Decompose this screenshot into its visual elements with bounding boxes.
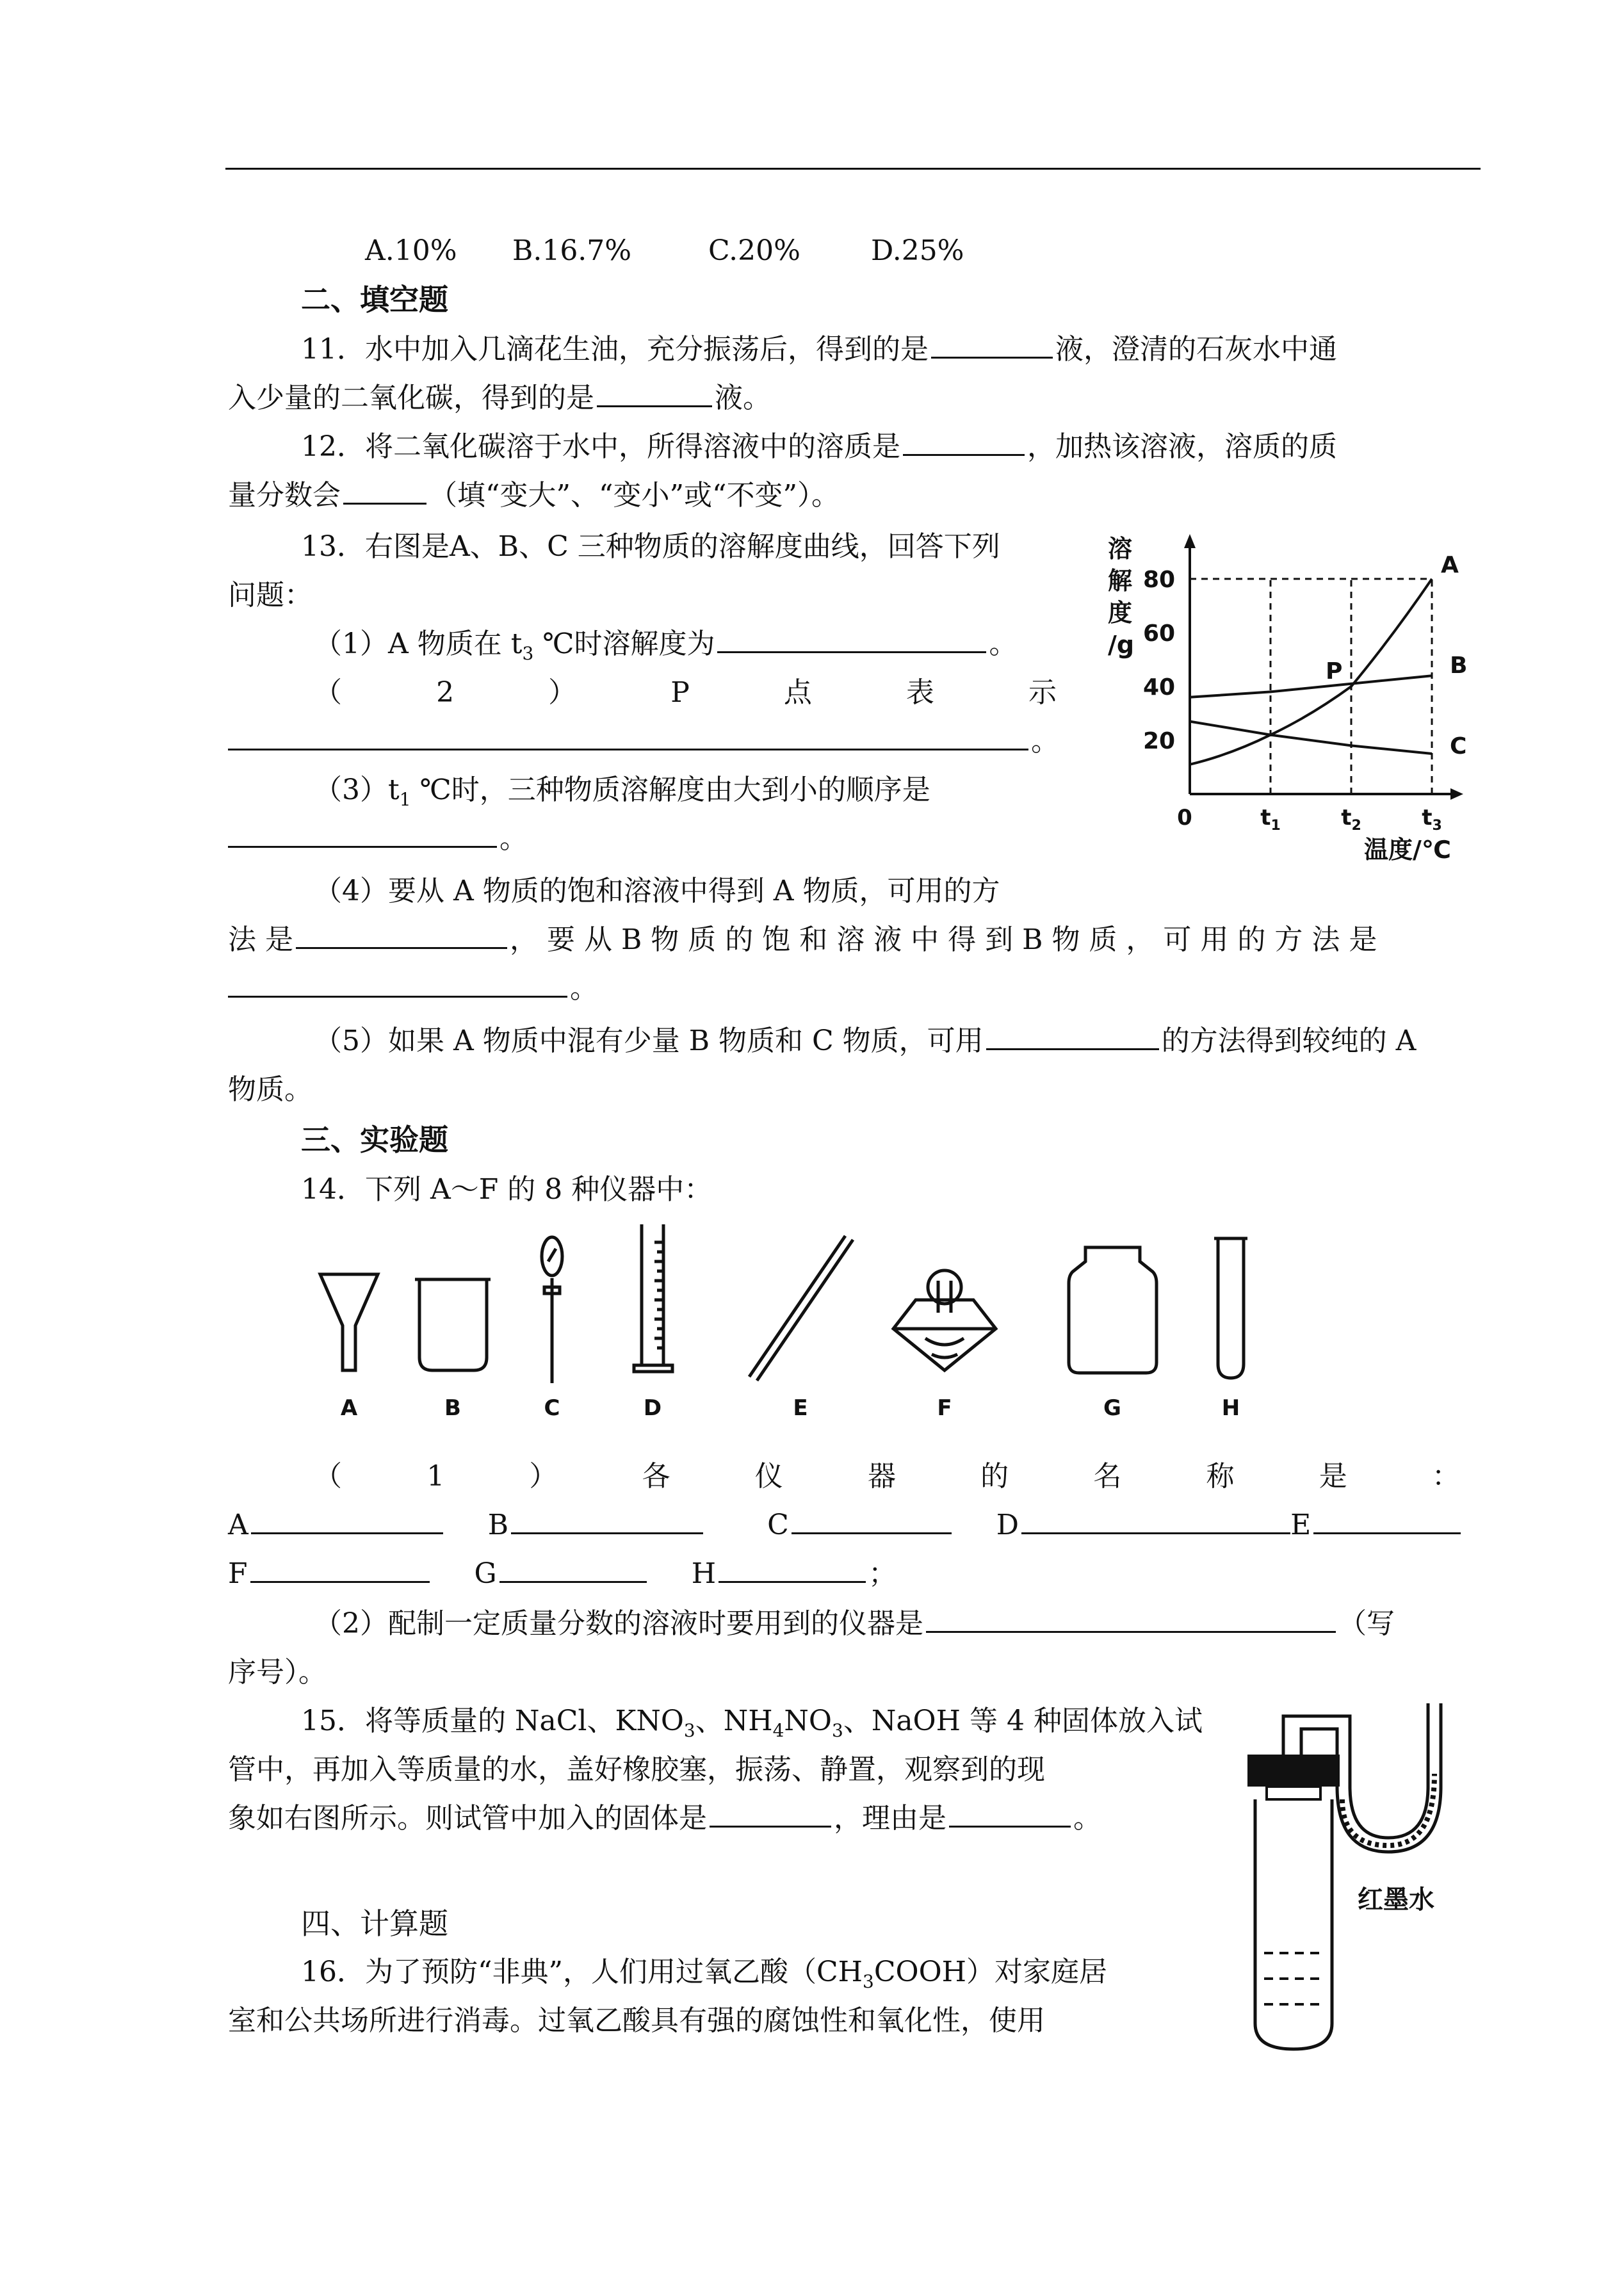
instrument-label: A <box>340 1395 358 1421</box>
q13-sub3-line1: $(3)t_1$ ℃时，三种物质溶解度由大到小的顺序是 <box>314 774 930 810</box>
beaker-icon <box>415 1279 491 1370</box>
chart-point-label: P <box>1326 658 1343 685</box>
q10-option-c: C.20% <box>708 234 800 267</box>
q14-sub2-line1: （2）配制一定质量分数的溶液时要用到的仪器是 （写 <box>314 1601 1395 1647</box>
q13-blank-6[interactable] <box>986 1023 1159 1050</box>
chart-series-line-C <box>1190 722 1432 754</box>
section3-title: 三、实验题 <box>301 1123 448 1157</box>
chart-series-label: B <box>1450 653 1468 679</box>
chart-ylabel-char: /g <box>1108 631 1135 659</box>
q14-sub2-line2: 序号）。 <box>228 1656 327 1689</box>
q11-line1: 11．水中加入几滴花生油，充分振荡后，得到的是 液，澄清的石灰水中通 <box>301 327 1337 373</box>
q13-blank-2[interactable] <box>228 723 1028 750</box>
q14-sub1-line1: （ 1 ） 各 仪 器 的 名 称 是 ： <box>314 1460 1460 1493</box>
q13-sub4-line1: （4）要从 A 物质的饱和溶液中得到 A 物质，可用的方 <box>314 875 1000 907</box>
instrument-label: D <box>643 1395 662 1421</box>
q14-blank-h[interactable] <box>719 1555 866 1583</box>
instrument-label: B <box>444 1395 461 1421</box>
chart-series-line-B <box>1190 676 1432 697</box>
test-tube-icon <box>1214 1238 1247 1378</box>
instrument-label: F <box>937 1395 952 1421</box>
q10-option-d: D.25% <box>871 234 964 267</box>
chart-xtick-label: $t_1$ <box>1260 805 1281 834</box>
chart-xlabel: 温度/℃ <box>1364 836 1451 864</box>
dropper-icon <box>542 1237 562 1383</box>
chart-curves <box>1190 552 1467 765</box>
q13-sub5-line2: 物质。 <box>228 1073 313 1106</box>
chart-ylabel <box>1108 535 1134 659</box>
q14-intro: 14．下列 A～F 的 8 种仪器中： <box>301 1173 713 1206</box>
q14-names-row1: A B C D E <box>228 1502 1463 1548</box>
q15-blank-1[interactable] <box>710 1800 831 1828</box>
graduated-cylinder-icon <box>634 1224 672 1372</box>
chart-xtick-label: $t_2$ <box>1341 805 1361 834</box>
q14-blank-f[interactable] <box>250 1555 430 1583</box>
q14-blank-a[interactable] <box>251 1507 443 1534</box>
chart-ylabel-char: 度 <box>1108 599 1133 627</box>
q14-blank-g[interactable] <box>499 1555 647 1583</box>
q15-line1: 15．将等质量的 NaCl、$KNO_3$、$NH_4NO_3$、NaOH 等 4 种固体放入试 <box>301 1705 1203 1741</box>
q13-sub4-line2: 法 是 ， 要 从 B 物 质 的 饱 和 溶 液 中 得 到 B 物 质 ， 可 用 的 方 法 是 <box>228 917 1377 963</box>
chart-series-label: C <box>1450 733 1467 759</box>
instrument-label: C <box>544 1395 560 1421</box>
q14-blank-d[interactable] <box>1021 1507 1290 1534</box>
q15-line3: 象如右图所示。则试管中加入的固体是 ，理由是 。 <box>228 1796 1101 1842</box>
red-ink-label: 红墨水 <box>1358 1885 1434 1915</box>
q13-blank-3[interactable] <box>228 820 497 848</box>
chart-ytick-label: 40 <box>1142 674 1176 701</box>
chart-ylabel-char: 溶 <box>1108 535 1133 563</box>
q15-line2: 管中，再加入等质量的水，盖好橡胶塞，振荡、静置，观察到的现 <box>228 1753 1045 1786</box>
q14-names-row2: F G H ； <box>228 1551 897 1597</box>
red-ink-fill <box>1342 1774 1434 1845</box>
liquid-level <box>1264 1953 1323 2004</box>
q12-line2: 量分数会 （填“变大”、“变小”或“不变”）。 <box>228 473 840 519</box>
chart-ytick-label: 60 <box>1142 620 1176 647</box>
stopper-neck <box>1267 1787 1320 1799</box>
q12-blank-1[interactable] <box>903 428 1025 456</box>
q15-blank-2[interactable] <box>949 1800 1071 1828</box>
q13-blank-4[interactable] <box>296 921 507 949</box>
q13-sub3-line2: 。 <box>228 816 528 862</box>
alcohol-lamp-icon <box>893 1270 996 1370</box>
q13-sub2-line2: 。 <box>228 718 1059 765</box>
q13-sub4-line3: 。 <box>228 966 598 1012</box>
q16-line2: 室和公共场所进行消毒。过氧乙酸具有强的腐蚀性和氧化性，使用 <box>228 2004 1045 2037</box>
q13-intro-line2: 问题： <box>228 579 313 612</box>
q11-blank-2[interactable] <box>597 380 712 407</box>
section2-title: 二、填空题 <box>301 282 448 317</box>
u-tube-apparatus <box>1242 1703 1473 2062</box>
chart-series-label: A <box>1441 552 1459 578</box>
solubility-chart <box>1095 525 1492 884</box>
instrument-label: G <box>1103 1395 1121 1421</box>
q12-line1: 12．将二氧化碳溶于水中，所得溶液中的溶质是 ，加热该溶液，溶质的质 <box>301 424 1337 470</box>
glass-rod-icon <box>749 1236 853 1381</box>
q12-blank-2[interactable] <box>343 477 426 505</box>
chart-ytick-label: 80 <box>1142 567 1176 593</box>
chart-xtick-label: $t_3$ <box>1422 805 1442 834</box>
q16-line1: 16．为了预防“非典”，人们用过氧乙酸$(CH_3COOH)$对家庭居 <box>301 1956 1108 1992</box>
q11-line2: 入少量的二氧化碳，得到的是 液。 <box>228 375 771 421</box>
q13-sub1: （1）A 物质在 $t_3$ ℃时溶解度为 。 <box>314 621 1017 677</box>
test-tube <box>1255 1799 1332 2049</box>
q10-option-b: B.16.7% <box>512 234 632 267</box>
funnel-icon <box>320 1274 378 1370</box>
section4-title: 四、计算题 <box>301 1906 448 1941</box>
header-rule <box>225 168 1481 170</box>
q13-blank-5[interactable] <box>228 970 567 998</box>
instrument-label: E <box>793 1395 808 1421</box>
q10-option-a: A.10% <box>365 234 457 267</box>
chart-xtick-label: 0 <box>1177 805 1192 831</box>
q13-sub5-line1: （5）如果 A 物质中混有少量 B 物质和 C 物质，可用 的方法得到较纯的 A <box>314 1018 1416 1064</box>
q14-blank-c[interactable] <box>792 1507 952 1534</box>
chart-ylabel-char: 解 <box>1108 567 1133 595</box>
q14-blank-e[interactable] <box>1313 1507 1461 1534</box>
rubber-stopper <box>1247 1755 1340 1787</box>
reagent-bottle-icon <box>1069 1247 1157 1373</box>
chart-grid <box>1190 579 1432 794</box>
instruments-figure <box>301 1217 1300 1434</box>
q13-intro-line1: 13．右图是A、B、C 三种物质的溶解度曲线，回答下列 <box>301 530 1000 563</box>
chart-x-arrow <box>1450 788 1463 800</box>
chart-series-line-A <box>1190 579 1432 765</box>
q13-sub2-line1: （ 2 ） P 点 表 示 <box>314 676 1057 709</box>
chart-y-arrow <box>1184 534 1196 548</box>
q14-blank-b[interactable] <box>511 1507 703 1534</box>
q13-blank-1[interactable] <box>717 626 986 653</box>
q14-blank-2[interactable] <box>926 1605 1336 1633</box>
chart-ytick-label: 20 <box>1142 728 1176 754</box>
q11-blank-1[interactable] <box>931 331 1053 359</box>
instrument-label: H <box>1221 1395 1240 1421</box>
